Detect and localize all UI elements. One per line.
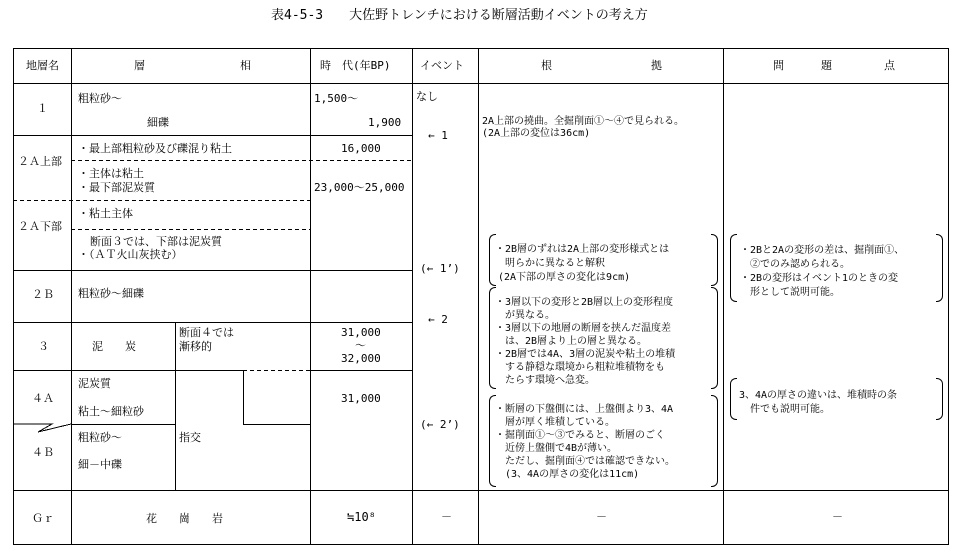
facies-9a: 粗粒砂～ [78, 431, 122, 444]
basis-2c: (2A下部の厚さの変化は9cm) [498, 272, 631, 283]
header-event: イベント [420, 59, 464, 72]
layer-2b: ２Ｂ [32, 288, 54, 301]
age-4c: 32,000 [341, 352, 381, 365]
event-1: ← 1 [428, 129, 448, 142]
issue-2-bracket-right [936, 378, 943, 420]
basis-4a: ・断層の下盤側には、上盤側より3、4A [495, 404, 674, 415]
facies-6a: 粗粒砂～細礫 [78, 287, 144, 300]
layer-gr: Ｇｒ [32, 512, 54, 525]
issue-2-bracket-left [730, 378, 737, 420]
facies-1a: 粗粒砂～ [78, 92, 122, 105]
facies-5b: ・（ＡＴ火山灰挟む） [78, 248, 183, 261]
header-facies-a: 層 [134, 59, 145, 72]
basis-3e: ・2B層では4A、3層の泥炭や粘土の堆積 [495, 349, 676, 360]
age-2: 16,000 [341, 142, 381, 155]
issue-2b: 件でも説明可能。 [750, 404, 830, 415]
basis-3a: ・3層以下の変形と2B層以上の変形程度 [495, 297, 674, 308]
basis-2-bracket-right [711, 234, 718, 286]
layer-2a-bottom: ２Ａ下部 [18, 220, 62, 233]
basis-1b: (2A上部の変位は36cm) [482, 128, 591, 139]
issue-1d: 形として説明可能。 [750, 287, 840, 298]
issue-1b: ②でのみ認められる。 [750, 259, 850, 270]
basis-3c: ・3層以下の地層の断層を挟んだ温度差 [495, 323, 672, 334]
facies-7c: 漸移的 [179, 340, 212, 353]
issue-gr: － [832, 510, 843, 523]
facies-9b: 細－中礫 [78, 458, 122, 471]
basis-3d: は、2B層より上の層と異なる。 [505, 336, 648, 347]
header-facies-b: 相 [240, 59, 251, 72]
age-4b: ～ [355, 339, 366, 352]
event-none: なし [416, 90, 438, 103]
facies-8a: 泥炭質 [78, 377, 111, 390]
header-age: 時 代(年BP) [320, 59, 391, 72]
basis-3b: が異なる。 [505, 310, 555, 321]
basis-4e: ただし、掘削面④では確認できない。 [505, 456, 675, 467]
header-issue-c: 点 [884, 59, 895, 72]
layer-1: １ [37, 102, 48, 115]
header-basis-b: 拠 [651, 59, 662, 72]
basis-2a: ・2B層のずれは2A上部の変形様式とは [495, 244, 670, 255]
header-layer-name: 地層名 [26, 59, 59, 72]
basis-3g: たらす環境へ急変。 [505, 375, 595, 386]
facies-2a: ・最上部粗粒砂及び礫混り粘土 [78, 142, 232, 155]
facies-3a: ・主体は粘土 [78, 167, 144, 180]
facies-gr: 花 崗 岩 [146, 512, 223, 525]
basis-4f: (3、4Aの厚さの変化は11cm) [505, 469, 640, 480]
issue-2a: 3、4Aの厚さの違いは、堆積時の条 [739, 390, 898, 401]
event-gr: － [441, 510, 452, 523]
layer-4b: ４Ｂ [32, 446, 54, 459]
issue-1a: ・2Bと2Aの変形の差は、掘削面①、 [740, 245, 905, 256]
facies-5a: 断面３では、下部は泥炭質 [90, 235, 222, 248]
basis-3f: する静穏な環境から粗粒堆積物をも [505, 362, 665, 373]
basis-4b: 層が厚く堆積している。 [505, 417, 615, 428]
facies-7b: 断面４では [179, 326, 234, 339]
facies-1b: 細礫 [147, 116, 169, 129]
facies-4a: ・粘土主体 [78, 207, 133, 220]
basis-3-bracket-right [711, 287, 718, 389]
page-title: 表4-5-3 大佐野トレンチにおける断層活動イベントの考え方 [271, 8, 648, 23]
basis-2b: 明らかに異なると解釈 [505, 258, 605, 269]
basis-gr: － [596, 510, 607, 523]
event-2: ← 2 [428, 313, 448, 326]
facies-7a: 泥 炭 [92, 340, 136, 353]
issue-1c: ・2Bの変形はイベント1のときの変 [740, 273, 899, 284]
issue-1-bracket-left [730, 234, 737, 302]
issue-1-bracket-right [936, 234, 943, 302]
header-issue-b: 題 [821, 59, 832, 72]
event-1-prime: (← 1’) [420, 262, 460, 275]
age-1b: 1,900 [368, 116, 402, 129]
basis-2-bracket-left [489, 234, 496, 286]
basis-4d: 近傍上盤側で4Bが薄い。 [505, 443, 618, 454]
basis-4-bracket-right [711, 395, 718, 487]
layer-2a-top: ２Ａ上部 [18, 155, 62, 168]
layer-3: ３ [38, 340, 49, 353]
basis-1a: 2A上部の撓曲。全掘削面①～④で見られる。 [482, 116, 685, 127]
age-5: 31,000 [341, 392, 381, 405]
layer-4a: ４Ａ [32, 392, 54, 405]
event-2-prime: (← 2’) [420, 418, 460, 431]
age-4a: 31,000 [341, 326, 381, 339]
age-gr: ≒10⁸ [347, 510, 376, 524]
age-1a: 1,500～ [314, 92, 359, 105]
header-basis-a: 根 [541, 59, 552, 72]
facies-9c: 指交 [179, 431, 201, 444]
age-3: 23,000～25,000 [314, 181, 405, 194]
facies-8b: 粘土～細粒砂 [78, 405, 144, 418]
basis-4c: ・掘削面①～③でみると、断層のごく [495, 430, 665, 441]
header-issue-a: 問 [773, 59, 784, 72]
facies-3b: ・最下部泥炭質 [78, 181, 155, 194]
